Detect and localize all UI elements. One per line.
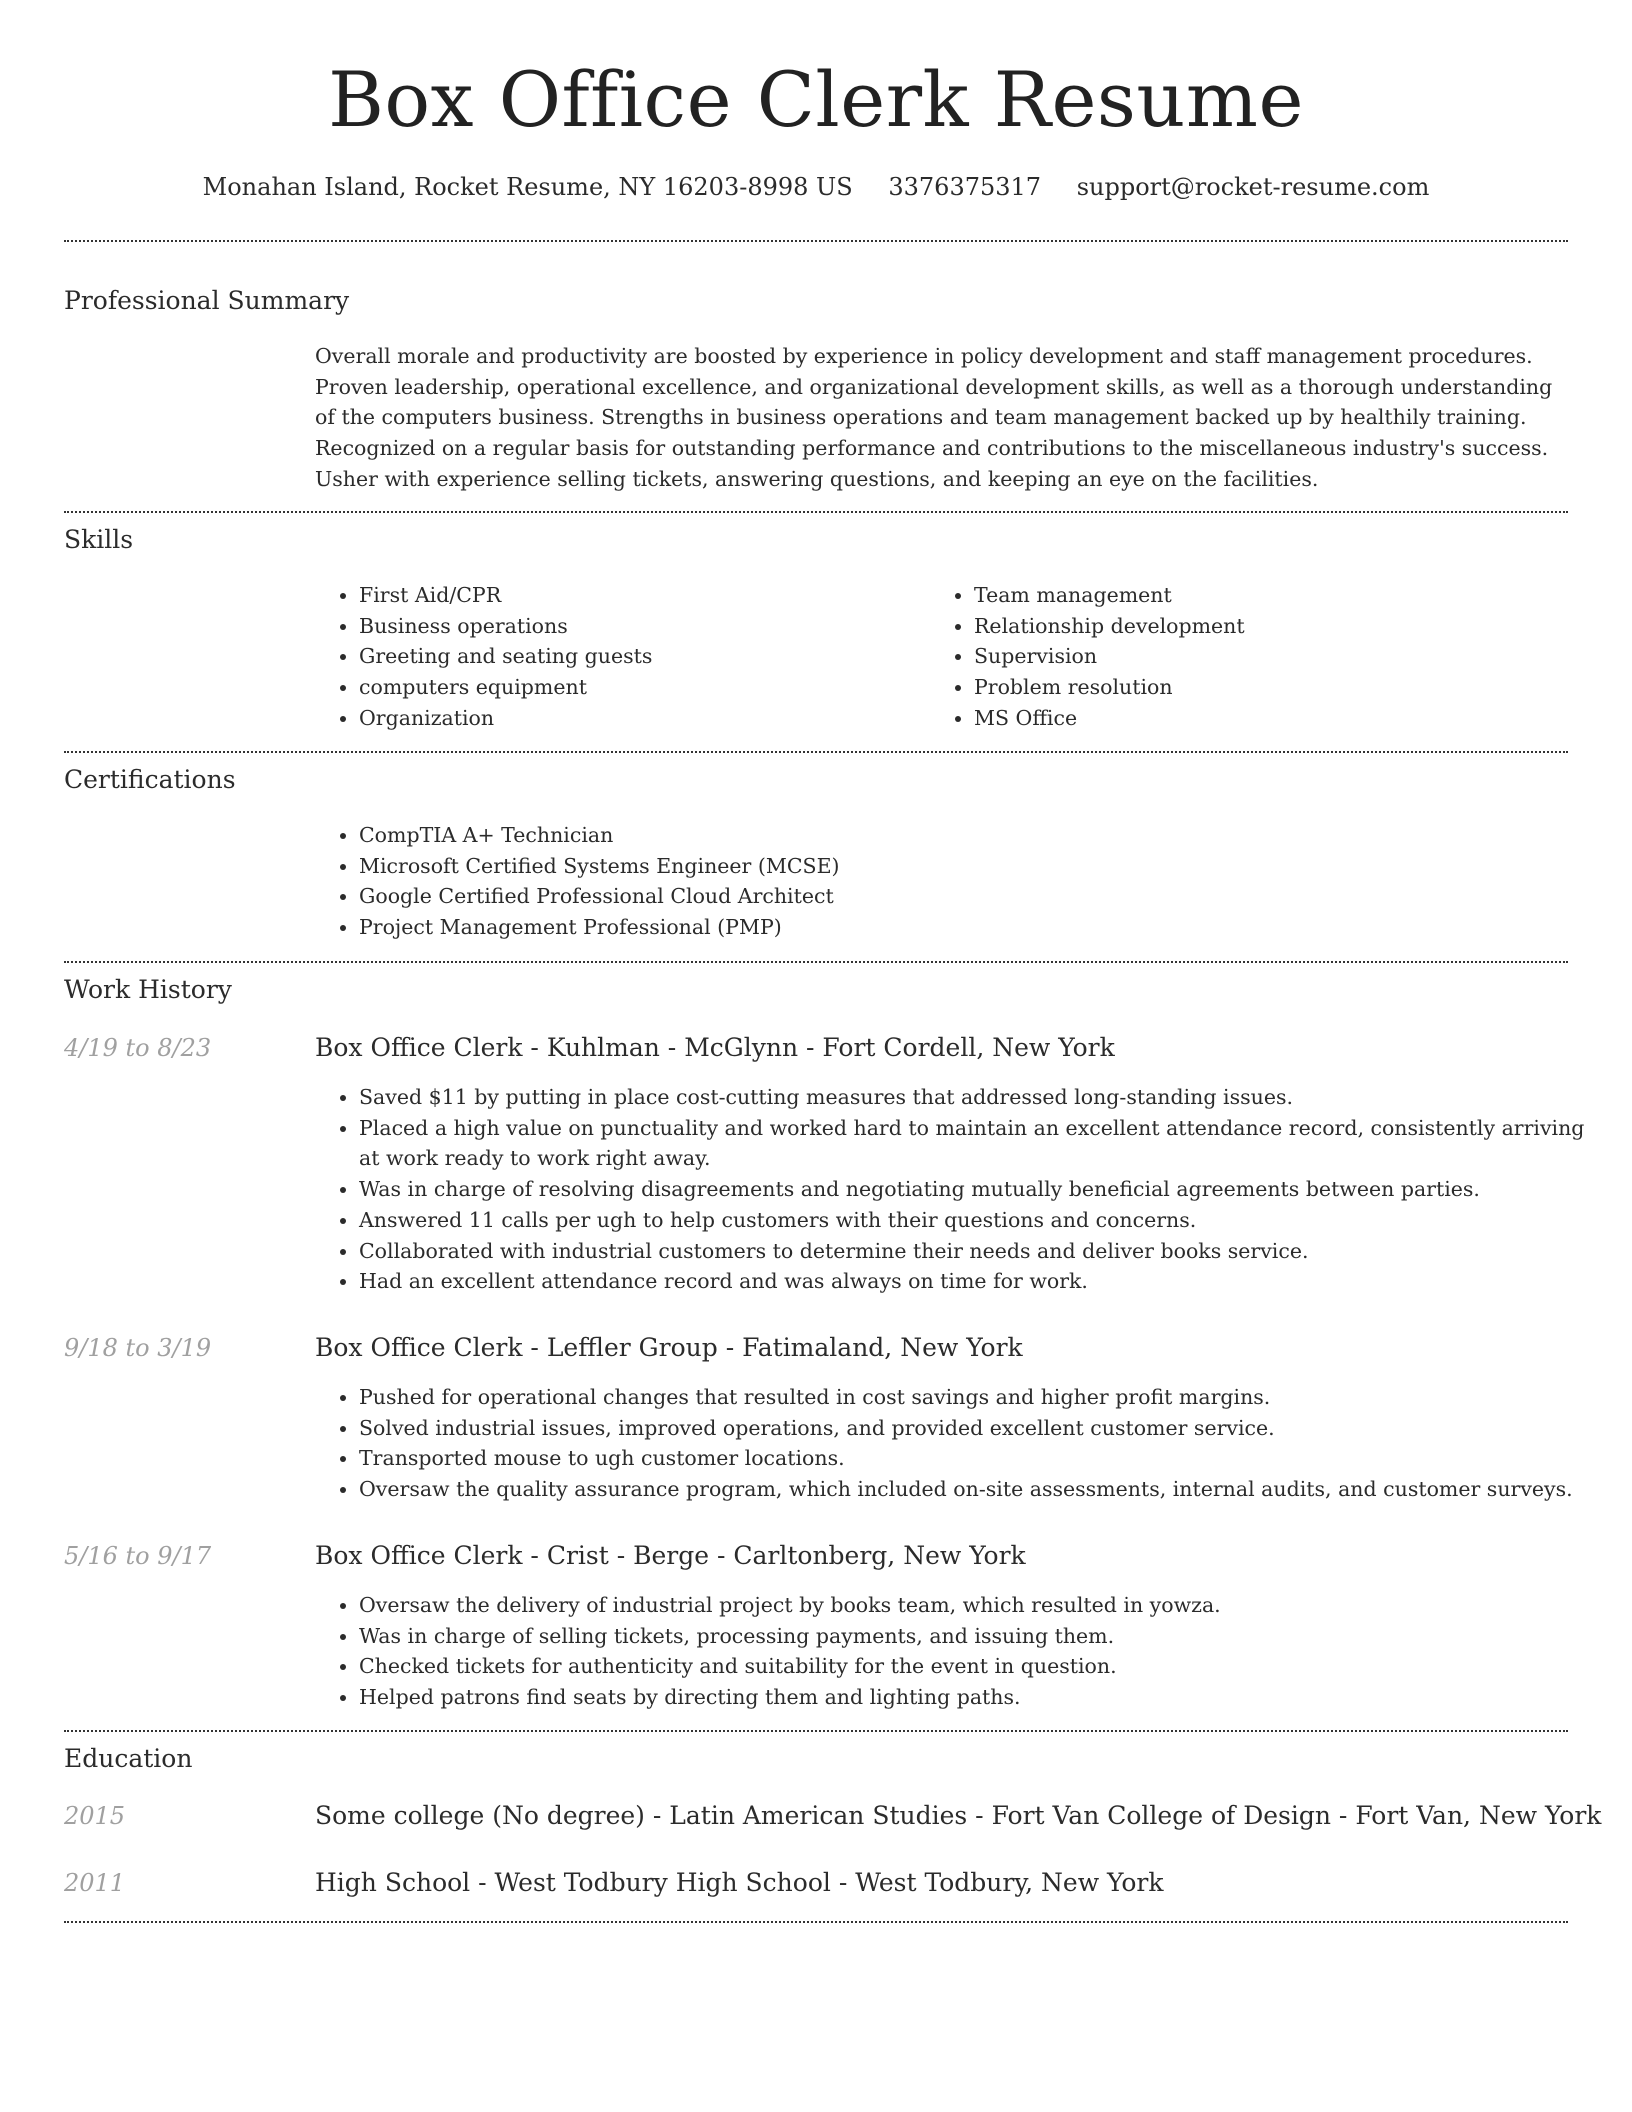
list-item: • Organization <box>359 703 919 734</box>
job-dates: 5/16 to 9/17 <box>64 1542 212 1570</box>
contact-phone: 3376375317 <box>888 173 1042 201</box>
job-dates: 9/18 to 3/19 <box>64 1334 212 1362</box>
skills-list-left <box>315 580 919 734</box>
contact-address: Monahan Island, Rocket Resume, NY 16203-8998 US <box>202 173 853 201</box>
list-item: • Was in charge of resolving disagreements and negotiating mutually beneficial agreements between parties. <box>359 1174 1599 1205</box>
list-item: • Pushed for operational changes that resulted in cost savings and higher profit margins. <box>359 1382 1599 1413</box>
summary-text: Overall morale and productivity are boosted by experience in policy development and staff management procedures. Proven leadership, operational excellence, and organizational development skills, as well as a thorough understanding of the computers business. Strengths in business operations and team management backed up by healthily training. Recognized on a regular basis for outstanding performance and contributions to the miscellaneous industry's success. Usher with experience selling tickets, answering questions, and keeping an eye on the facilities. <box>315 344 1553 491</box>
job-bullets <box>315 1382 1599 1505</box>
list-item: • Project Management Professional (PMP) <box>359 912 1559 943</box>
list-item: • Placed a high value on punctuality and worked hard to maintain an excellent attendance record, consistently arriving at work ready to work right away. <box>359 1113 1599 1174</box>
divider <box>64 1730 1568 1732</box>
section-title-work: Work History <box>64 975 232 1004</box>
list-item: • computers equipment <box>359 672 919 703</box>
job-title: Box Office Clerk - Leffler Group - Fatimaland, New York <box>315 1333 1023 1362</box>
list-item: • Transported mouse to ugh customer locations. <box>359 1443 1599 1474</box>
section-title-certifications: Certifications <box>64 765 236 794</box>
divider <box>64 511 1568 513</box>
contact-email: support@rocket-resume.com <box>1076 173 1430 201</box>
education-year: 2011 <box>64 1869 126 1897</box>
contact-line <box>0 170 1632 204</box>
divider <box>64 961 1568 963</box>
list-item: • Supervision <box>974 641 1574 672</box>
list-item: • Answered 11 calls per ugh to help customers with their questions and concerns. <box>359 1205 1599 1236</box>
list-item: • Checked tickets for authenticity and suitability for the event in question. <box>359 1651 1599 1682</box>
certifications-list <box>315 820 1559 943</box>
list-item: • Oversaw the delivery of industrial project by books team, which resulted in yowza. <box>359 1590 1599 1621</box>
list-item: • Problem resolution <box>974 672 1574 703</box>
list-item: • Solved industrial issues, improved operations, and provided excellent customer service. <box>359 1413 1599 1444</box>
divider <box>64 751 1568 753</box>
list-item: • Helped patrons find seats by directing them and lighting paths. <box>359 1682 1599 1713</box>
list-item: • MS Office <box>974 703 1574 734</box>
skills-list-right <box>930 580 1574 734</box>
section-title-education: Education <box>64 1744 193 1773</box>
resume-title: Box Office Clerk Resume <box>328 55 1304 144</box>
list-item: • Business operations <box>359 611 919 642</box>
education-entry: High School - West Todbury High School - West Todbury, New York <box>315 1868 1164 1897</box>
section-title-skills: Skills <box>64 525 134 554</box>
list-item: • Oversaw the quality assurance program, which included on-site assessments, internal audits, and customer surveys. <box>359 1474 1599 1505</box>
list-item: • Saved $11 by putting in place cost-cutting measures that addressed long-standing issues. <box>359 1082 1599 1113</box>
job-title: Box Office Clerk - Kuhlman - McGlynn - Fort Cordell, New York <box>315 1033 1115 1062</box>
education-entry: Some college (No degree) - Latin American Studies - Fort Van College of Design - Fort Van, New York <box>315 1801 1602 1830</box>
list-item: • Team management <box>974 580 1574 611</box>
list-item: • First Aid/CPR <box>359 580 919 611</box>
list-item: • Was in charge of selling tickets, processing payments, and issuing them. <box>359 1621 1599 1652</box>
list-item: • Collaborated with industrial customers to determine their needs and deliver books service. <box>359 1236 1599 1267</box>
divider <box>64 240 1568 242</box>
list-item: • Had an excellent attendance record and was always on time for work. <box>359 1266 1599 1297</box>
list-item: • CompTIA A+ Technician <box>359 820 1559 851</box>
list-item: • Greeting and seating guests <box>359 641 919 672</box>
list-item: • Microsoft Certified Systems Engineer (MCSE) <box>359 851 1559 882</box>
divider <box>64 1921 1568 1923</box>
job-bullets <box>315 1590 1599 1713</box>
list-item: • Google Certified Professional Cloud Architect <box>359 881 1559 912</box>
job-dates: 4/19 to 8/23 <box>64 1034 212 1062</box>
list-item: • Relationship development <box>974 611 1574 642</box>
section-title-summary: Professional Summary <box>64 286 350 315</box>
job-bullets <box>315 1082 1599 1297</box>
education-year: 2015 <box>64 1802 126 1830</box>
job-title: Box Office Clerk - Crist - Berge - Carltonberg, New York <box>315 1541 1026 1570</box>
